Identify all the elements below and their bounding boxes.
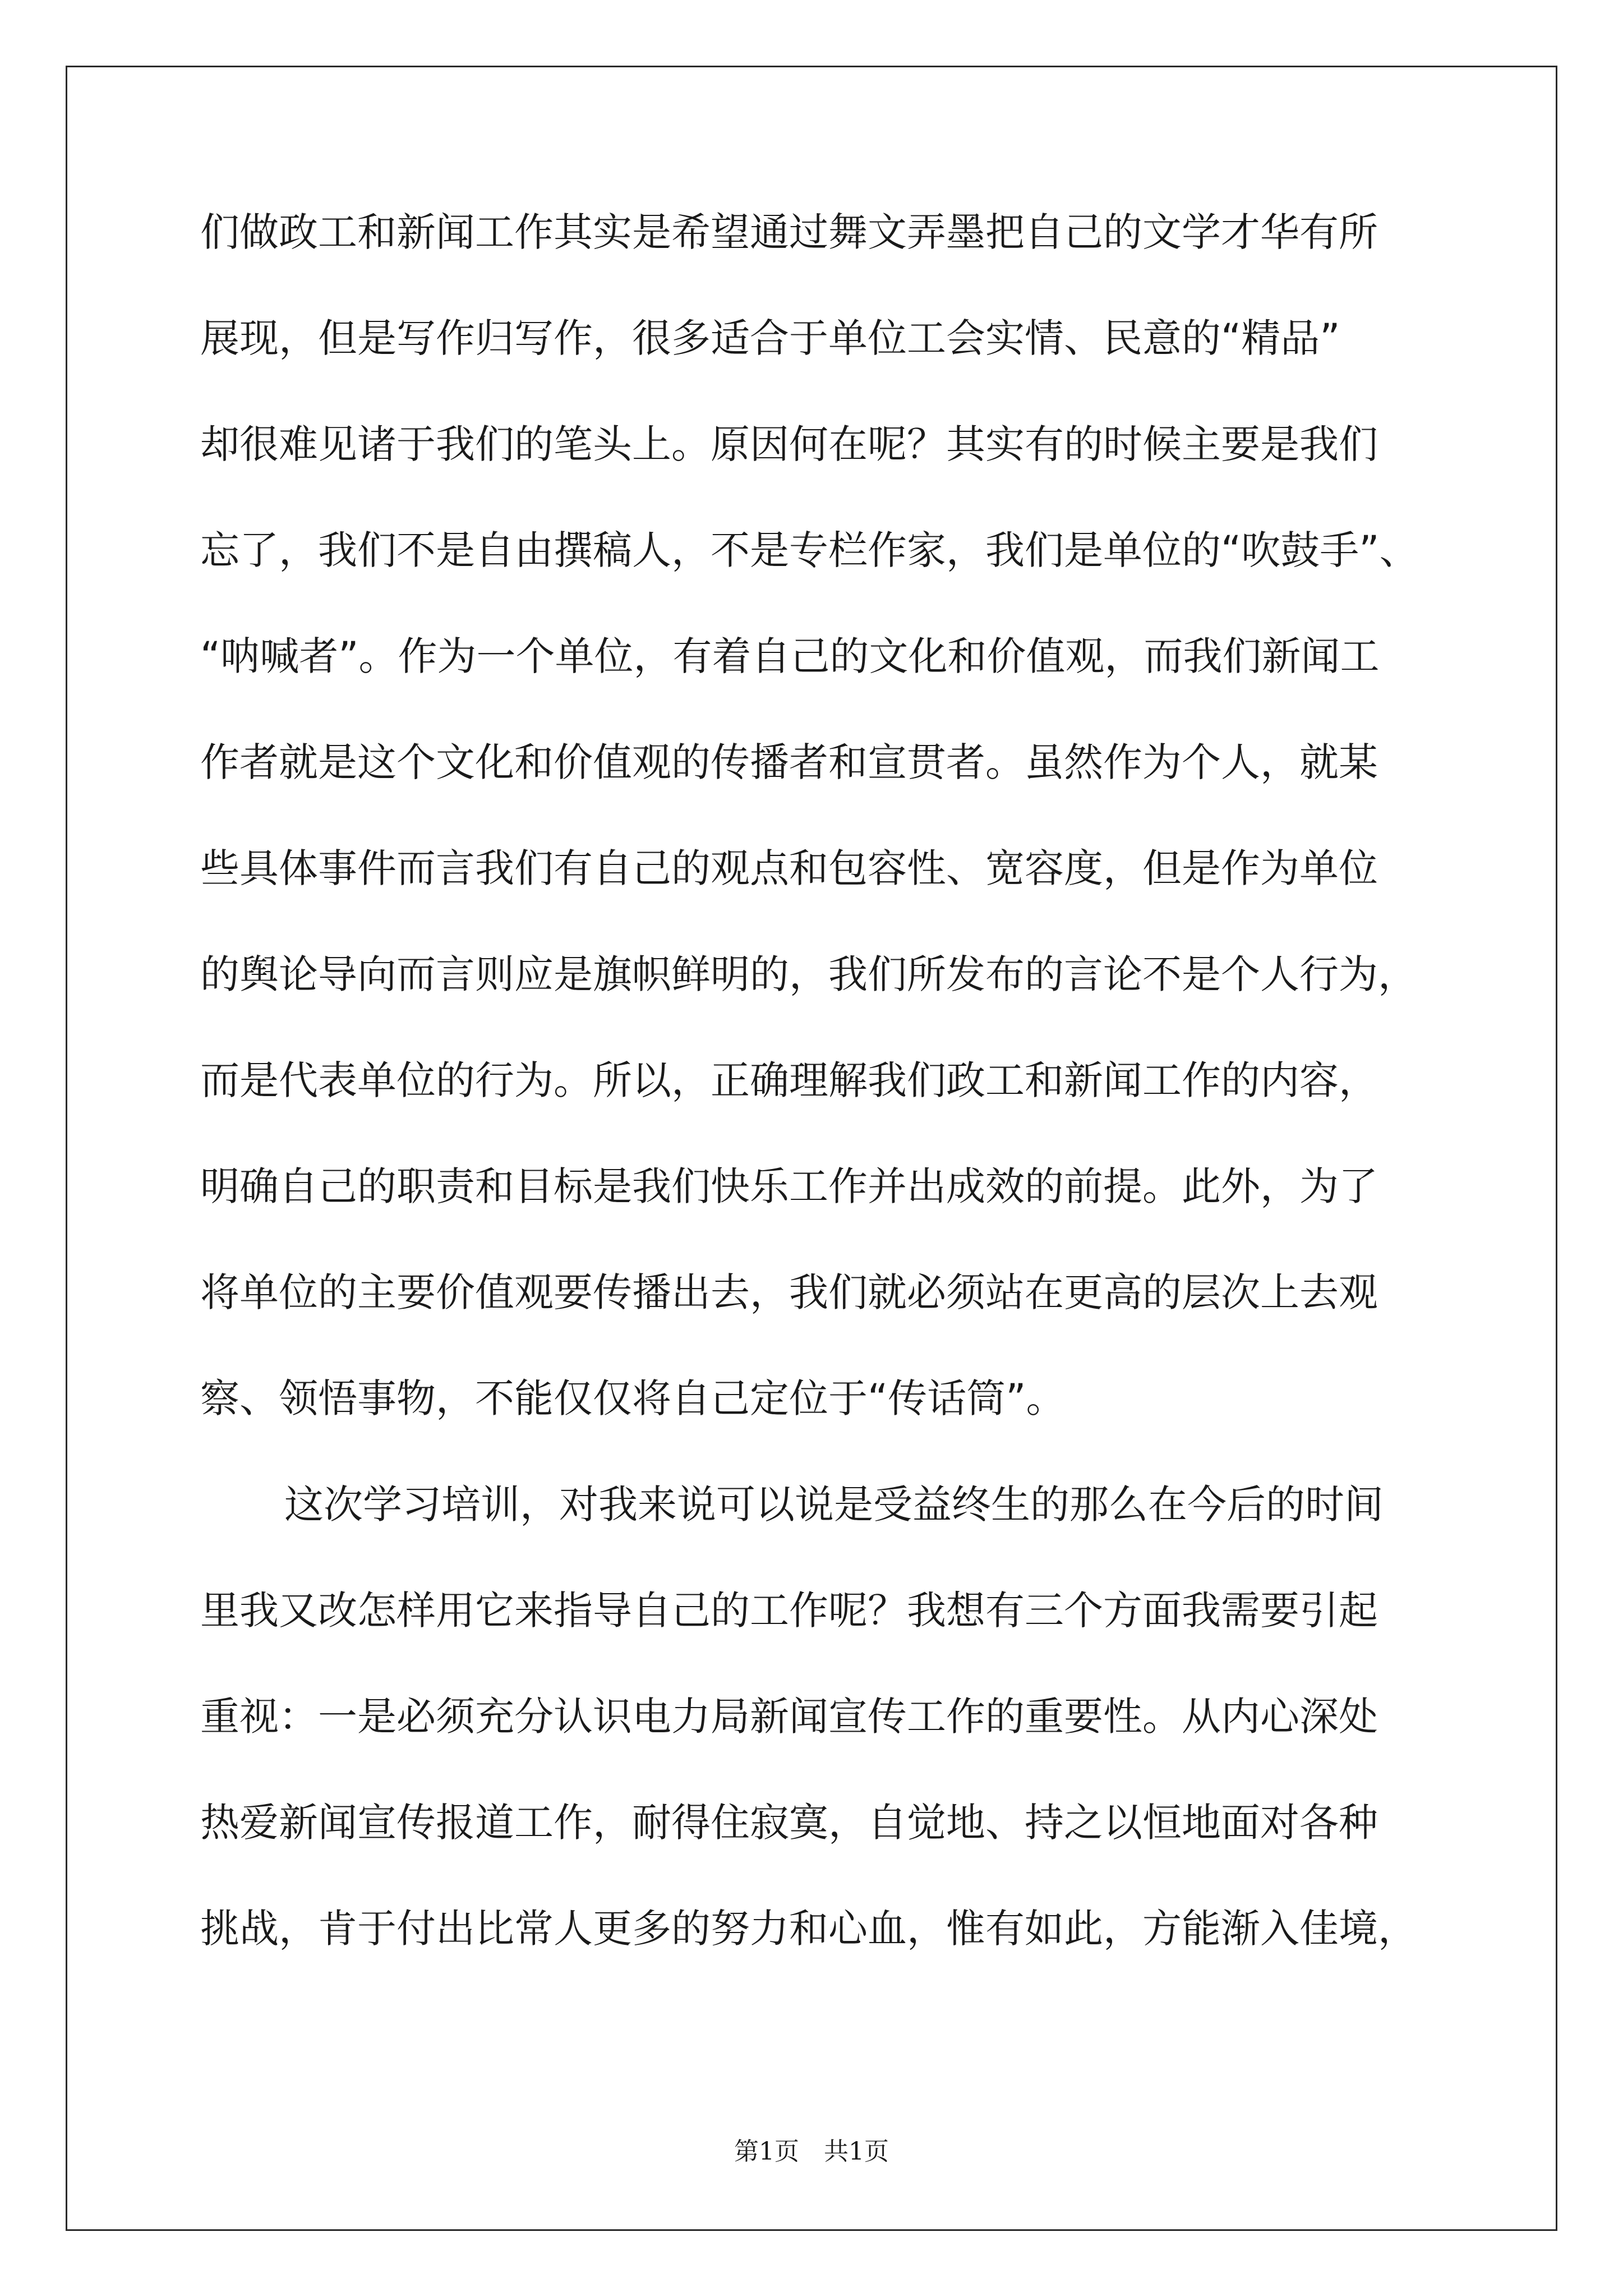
text-line: 忘了，我们不是自由撰稿人，不是专栏作家，我们是单位的“吹鼓手”、: [200, 527, 1419, 573]
text-line: 将单位的主要价值观要传播出去，我们就必须站在更高的层次上去观: [200, 1269, 1378, 1315]
text-line: 作者就是这个文化和价值观的传播者和宣贯者。虽然作为个人，就某: [200, 739, 1378, 785]
text-line: 而是代表单位的行为。所以，正确理解我们政工和新闻工作的内容，: [200, 1057, 1378, 1103]
text-line: 察、领悟事物，不能仅仅将自己定位于“传话筒”。: [200, 1375, 1066, 1421]
text-line: 展现，但是写作归写作，很多适合于单位工会实情、民意的“精品”: [200, 315, 1340, 361]
text-line: 重视：一是必须充分认识电力局新闻宣传工作的重要性。从内心深处: [200, 1694, 1378, 1740]
text-line: 们做政工和新闻工作其实是希望通过舞文弄墨把自己的文学才华有所: [200, 209, 1378, 255]
page-footer: 第1页 共1页: [734, 2137, 889, 2166]
text-line: 热爱新闻宣传报道工作，耐得住寂寞，自觉地、持之以恒地面对各种: [200, 1800, 1378, 1846]
text-line: 挑战，肯于付出比常人更多的努力和心血，惟有如此，方能渐入佳境，: [200, 1906, 1417, 1952]
text-line: 明确自己的职责和目标是我们快乐工作并出成效的前提。此外，为了: [200, 1163, 1378, 1209]
text-line: 里我又改怎样用它来指导自己的工作呢？我想有三个方面我需要引起: [200, 1588, 1378, 1634]
text-line: 的舆论导向而言则应是旗帜鲜明的，我们所发布的言论不是个人行为，: [200, 951, 1417, 997]
text-line: 却很难见诸于我们的笔头上。原因何在呢？其实有的时候主要是我们: [200, 421, 1378, 467]
text-line: 些具体事件而言我们有自己的观点和包容性、宽容度，但是作为单位: [200, 845, 1378, 891]
text-line: “呐喊者”。作为一个单位，有着自己的文化和价值观，而我们新闻工: [200, 633, 1380, 679]
document-body: [200, 210, 1454, 2013]
paragraph-first-line: 这次学习培训，对我来说可以说是受益终生的那么在今后的时间: [284, 1481, 1384, 1527]
